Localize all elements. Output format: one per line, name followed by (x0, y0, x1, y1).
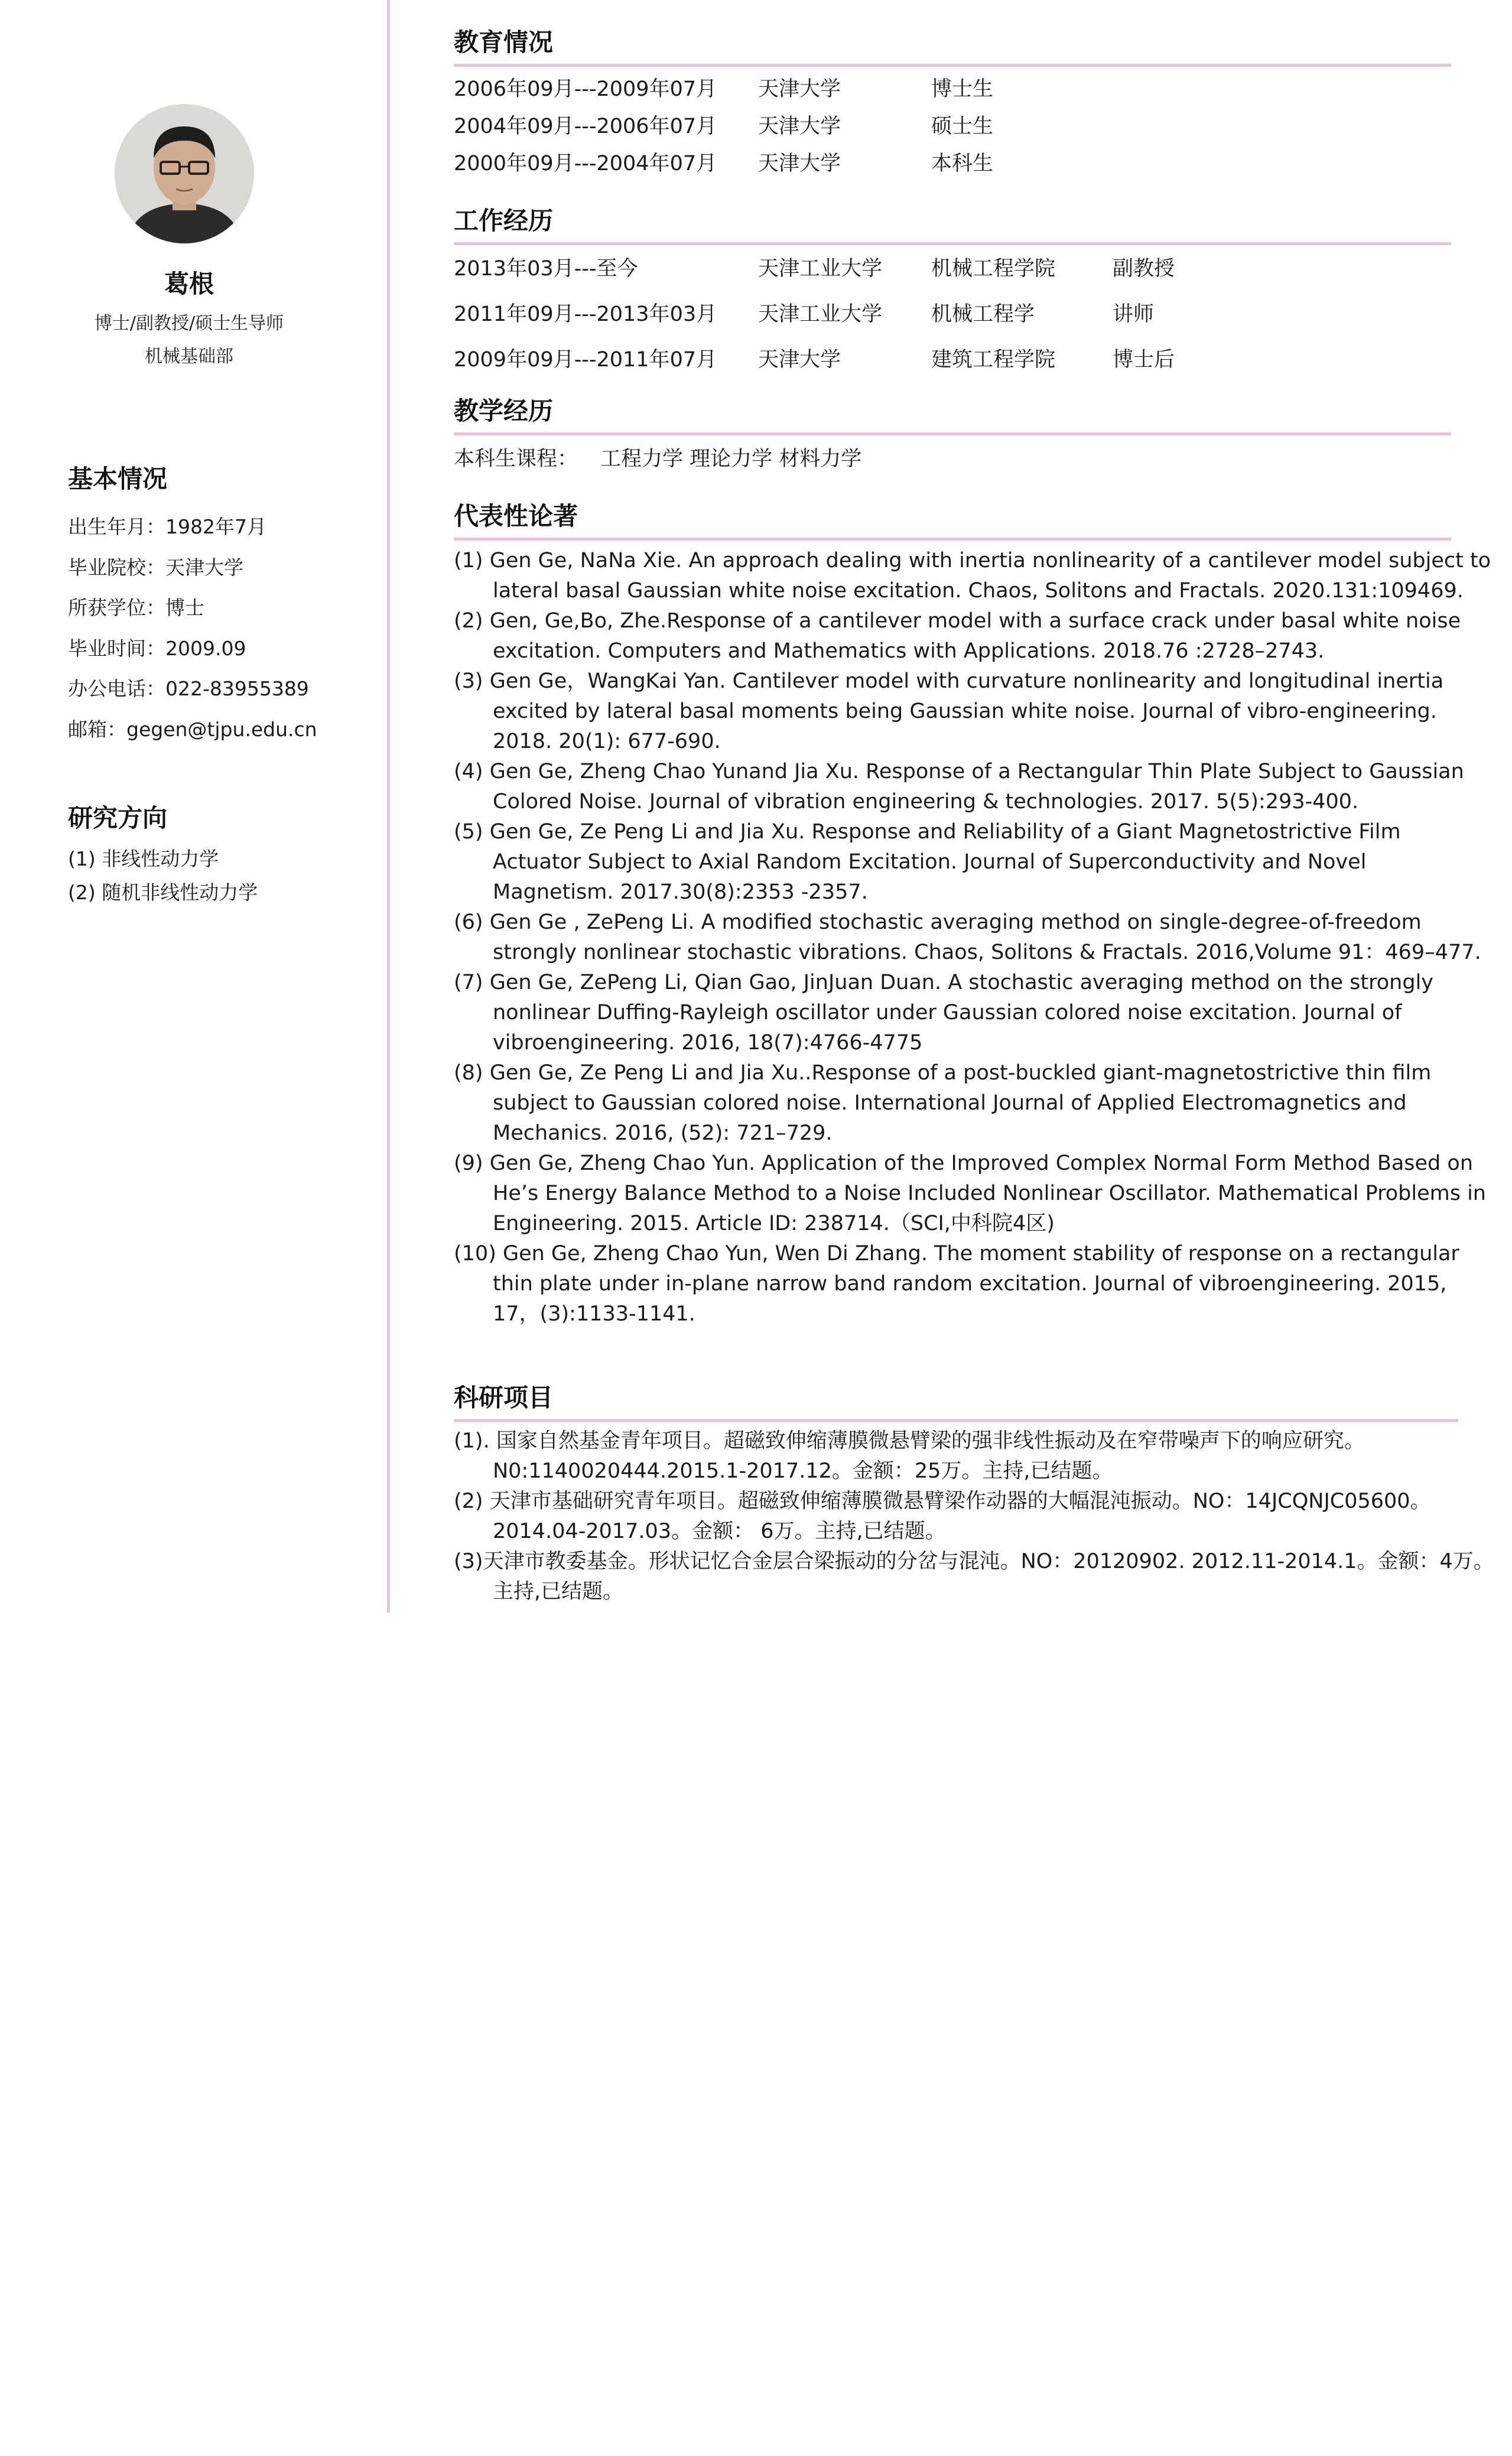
paper-item: (1) Gen Ge, NaNa Xie. An approach dealing with inertia nonlinearity of a cantilever model subject to lateral basal Gaussian white noise excitation. Chaos, Solitons and Fractals. 2020.131:109469. (454, 549, 1491, 603)
projects-heading: 科研项目 (454, 1383, 554, 1412)
education-school: 天津大学 (758, 152, 841, 175)
work-employer: 天津工业大学 (758, 257, 883, 281)
papers-divider (454, 538, 1451, 541)
paper-item: (9) Gen Ge, Zheng Chao Yun. Application of the Improved Complex Normal Form Method Based on He’s Energy Balance Method to a Noise Included Nonlinear Oscillator. Mathematical Problems in Engineering. 2015. Article ID: 238714.（SCI,中科院4区) (454, 1151, 1486, 1235)
person-name: 葛根 (164, 269, 214, 298)
education-period: 2006年09月---2009年07月 (454, 77, 717, 101)
paper-item: (10) Gen Ge, Zheng Chao Yun, Wen Di Zhang. The moment stability of response on a rectangular thin plate under in-plane narrow band random excitation. Journal of vibroengineering. 2015, 17，(3):1133-1141. (454, 1242, 1459, 1326)
teaching-heading: 教学经历 (454, 396, 554, 425)
person-department: 机械基础部 (145, 346, 233, 367)
paper-item: (7) Gen Ge, ZePeng Li, Qian Gao, JinJuan Duan. A stochastic averaging method on the strongly nonlinear Duffing-Rayleigh oscillator under Gaussian colored noise excitation. Journal of vibroengineering. 2016, 18(7):4766-4775 (454, 971, 1434, 1055)
paper-item: (8) Gen Ge, Ze Peng Li and Jia Xu..Response of a post-buckled giant-magnetostrictive thin film subject to Gaussian colored noise. International Journal of Applied Electromagnetics and Mechanics. 2016, (52): 721–729. (454, 1061, 1432, 1145)
info-school: 毕业院校：天津大学 (68, 555, 243, 579)
work-school: 建筑工程学院 (931, 348, 1056, 372)
info-email: 邮箱：gegen@tjpu.edu.cn (68, 717, 317, 741)
paper-item: (5) Gen Ge, Ze Peng Li and Jia Xu. Response and Reliability of a Giant Magnetostrictive Film Actuator Subject to Axial Random Excitation. Journal of Superconductivity and Novel Magnetism. 2017.30(8):2353 -2357. (454, 820, 1401, 904)
teaching-label: 本科生课程： (454, 447, 578, 471)
teaching-row (454, 444, 1163, 474)
research-item: (1) 非线性动力学 (68, 847, 219, 870)
info-phone: 办公电话：022-83955389 (68, 677, 309, 700)
work-period: 2013年03月---至今 (454, 257, 638, 281)
work-position: 副教授 (1113, 257, 1175, 281)
education-heading: 教育情况 (454, 28, 554, 57)
work-position: 博士后 (1113, 348, 1175, 372)
education-degree: 本科生 (931, 152, 994, 175)
education-school: 天津大学 (758, 77, 841, 101)
projects-divider (454, 1419, 1458, 1422)
teaching-courses: 工程力学 理论力学 材料力学 (600, 447, 862, 471)
work-divider (454, 242, 1451, 245)
work-school: 机械工程学院 (931, 257, 1056, 281)
info-degree: 所获学位：博士 (68, 596, 204, 619)
research-item: (2) 随机非线性动力学 (68, 881, 258, 904)
papers-list (454, 546, 1491, 1329)
info-graduation: 毕业时间：2009.09 (68, 636, 246, 660)
work-employer: 天津工业大学 (758, 302, 883, 326)
paper-item: (3) Gen Ge，WangKai Yan. Cantilever model with curvature nonlinearity and longitudinal inertia excited by lateral basal moments being Gaussian white noise. Journal of vibro-engineering. 2018. 20(1): 677-690. (454, 669, 1444, 753)
paper-item: (6) Gen Ge , ZePeng Li. A modified stochastic averaging method on single-degree-of-freedom strongly nonlinear stochastic vibrations. Chaos, Solitons & Fractals. 2016,Volume 91：469–477. (454, 910, 1481, 964)
work-period: 2009年09月---2011年07月 (454, 348, 717, 372)
project-item: (2) 天津市基础研究青年项目。超磁致伸缩薄膜微悬臂梁作动器的大幅混沌振动。NO：14JCQNJC05600。2014.04-2017.03。金额： 6万。主持,已结题。 (454, 1489, 1431, 1543)
education-degree: 博士生 (931, 77, 994, 101)
person-title: 博士/副教授/硕士生导师 (94, 313, 284, 334)
sidebar (0, 0, 390, 1613)
teaching-divider (454, 432, 1451, 435)
research-heading: 研究方向 (68, 804, 168, 832)
info-birth: 出生年月：1982年7月 (68, 515, 266, 538)
projects-list (454, 1426, 1494, 1607)
work-heading: 工作经历 (454, 206, 554, 235)
work-employer: 天津大学 (758, 348, 841, 372)
research-list (68, 847, 258, 915)
project-item: (1). 国家自然基金青年项目。超磁致伸缩薄膜微悬臂梁的强非线性振动及在窄带噪声下的响应研究。N0:1140020444.2015.1-2017.12。金额：25万。主持,已结题。 (454, 1429, 1365, 1483)
work-school: 机械工程学 (931, 302, 1035, 326)
paper-item: (4) Gen Ge, Zheng Chao Yunand Jia Xu. Response of a Rectangular Thin Plate Subject to Gaussian Colored Noise. Journal of vibration engineering & technologies. 2017. 5(5):293-400. (454, 760, 1464, 814)
work-period: 2011年09月---2013年03月 (454, 302, 717, 326)
education-divider (454, 64, 1451, 67)
education-period: 2000年09月---2004年07月 (454, 152, 717, 175)
project-item: (3)天津市教委基金。形状记忆合金层合梁振动的分岔与混沌。NO：20120902. 2012.11-2014.1。金额：4万。主持,已结题。 (454, 1550, 1494, 1603)
paper-item: (2) Gen, Ge,Bo, Zhe.Response of a cantilever model with a surface crack under basal white noise excitation. Computers and Mathematics with Applications. 2018.76 :2728–2743. (454, 609, 1461, 663)
education-period: 2004年09月---2006年07月 (454, 115, 717, 138)
basic-info-heading: 基本情况 (68, 464, 168, 493)
work-position: 讲师 (1113, 302, 1155, 326)
papers-heading: 代表性论著 (454, 502, 578, 531)
basic-info-list (68, 514, 317, 757)
person-photo-icon (115, 104, 254, 243)
education-degree: 硕士生 (931, 115, 994, 138)
avatar (115, 104, 254, 243)
education-school: 天津大学 (758, 115, 841, 138)
